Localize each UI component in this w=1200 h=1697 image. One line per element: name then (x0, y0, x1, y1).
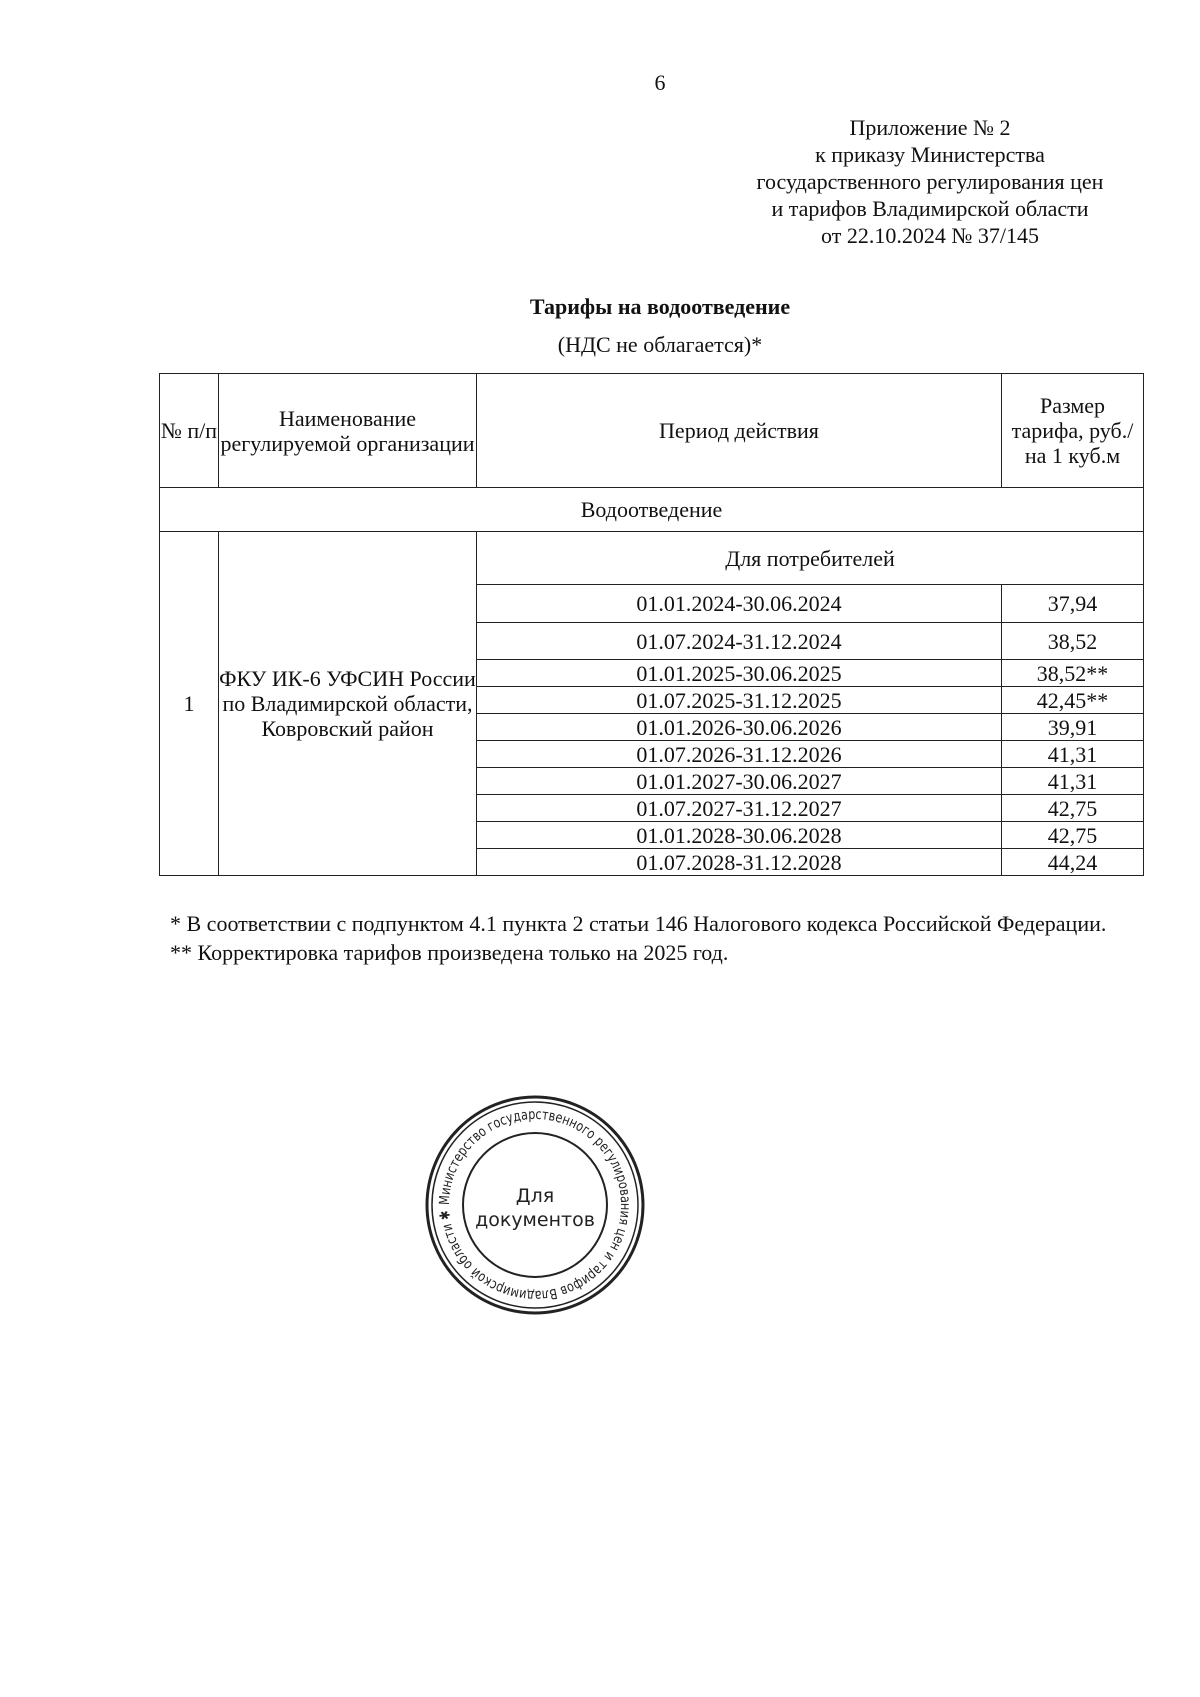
period-cell: 01.01.2028-30.06.2028 (477, 822, 1002, 849)
tariff-table (159, 373, 1144, 876)
seal-center-line: документов (475, 1209, 595, 1231)
period-cell: 01.01.2024-30.06.2024 (477, 585, 1002, 623)
appendix-block (700, 114, 1160, 249)
document-title: Тарифы на водоотведение (529, 294, 791, 319)
period-cell: 01.01.2027-30.06.2027 (477, 768, 1002, 795)
period-cell: 01.07.2028-31.12.2028 (477, 849, 1002, 876)
seal-icon (420, 1090, 650, 1320)
header-num: № п/п (160, 374, 219, 488)
tariff-cell: 42,75 (1002, 795, 1144, 822)
period-cell: 01.01.2025-30.06.2025 (477, 660, 1002, 687)
footnote-correction: ** Корректировка тарифов произведена только на 2025 год. (170, 940, 729, 965)
tariff-cell: 42,45** (1002, 687, 1144, 714)
seal-center-line: Для (515, 1185, 555, 1207)
header-tariff: Размер тарифа, руб./на 1 куб.м (1002, 374, 1144, 488)
tariff-cell: 38,52** (1002, 660, 1144, 687)
section-row (160, 488, 1144, 532)
tariff-cell: 41,31 (1002, 741, 1144, 768)
tariff-cell: 38,52 (1002, 623, 1144, 660)
tariff-cell: 41,31 (1002, 768, 1144, 795)
period-cell: 01.07.2024-31.12.2024 (477, 623, 1002, 660)
document-subtitle: (НДС не облагается)* (557, 332, 763, 357)
footnotes (170, 909, 1150, 967)
tariff-cell: 37,94 (1002, 585, 1144, 623)
tariff-cell: 39,91 (1002, 714, 1144, 741)
table-row (160, 532, 1144, 585)
tariff-cell: 42,75 (1002, 822, 1144, 849)
appendix-line: от 22.10.2024 № 37/145 (821, 223, 1039, 248)
appendix-line: и тарифов Владимирской области (771, 196, 1089, 221)
period-cell: 01.07.2025-31.12.2025 (477, 687, 1002, 714)
period-cell: 01.01.2026-30.06.2026 (477, 714, 1002, 741)
section-title: Водоотведение (160, 488, 1144, 532)
appendix-line: Приложение № 2 (849, 115, 1011, 140)
header-period: Период действия (477, 374, 1002, 488)
appendix-line: к приказу Министерства (815, 142, 1045, 167)
tariff-cell: 44,24 (1002, 849, 1144, 876)
organization-name: ФКУ ИК-6 УФСИН России по Владимирской области, Ковровский район (219, 532, 477, 876)
header-organization: Наименование регулируемой организации (219, 374, 477, 488)
period-cell: 01.07.2026-31.12.2026 (477, 741, 1002, 768)
row-number: 1 (160, 532, 219, 876)
seal-ring-text: Министерство государственного регулирования цен и тарифов Владимирской области ✱ (436, 1106, 634, 1304)
period-cell: 01.07.2027-31.12.2027 (477, 795, 1002, 822)
official-seal (420, 1090, 650, 1320)
table-header-row (160, 374, 1144, 488)
page-number: 6 (654, 70, 666, 95)
appendix-line: государственного регулирования цен (756, 169, 1104, 194)
footnote-vat: * В соответствии с подпунктом 4.1 пункта 2 статьи 146 Налогового кодекса Российской Федерации. (170, 911, 1107, 936)
consumers-label: Для потребителей (477, 532, 1144, 585)
